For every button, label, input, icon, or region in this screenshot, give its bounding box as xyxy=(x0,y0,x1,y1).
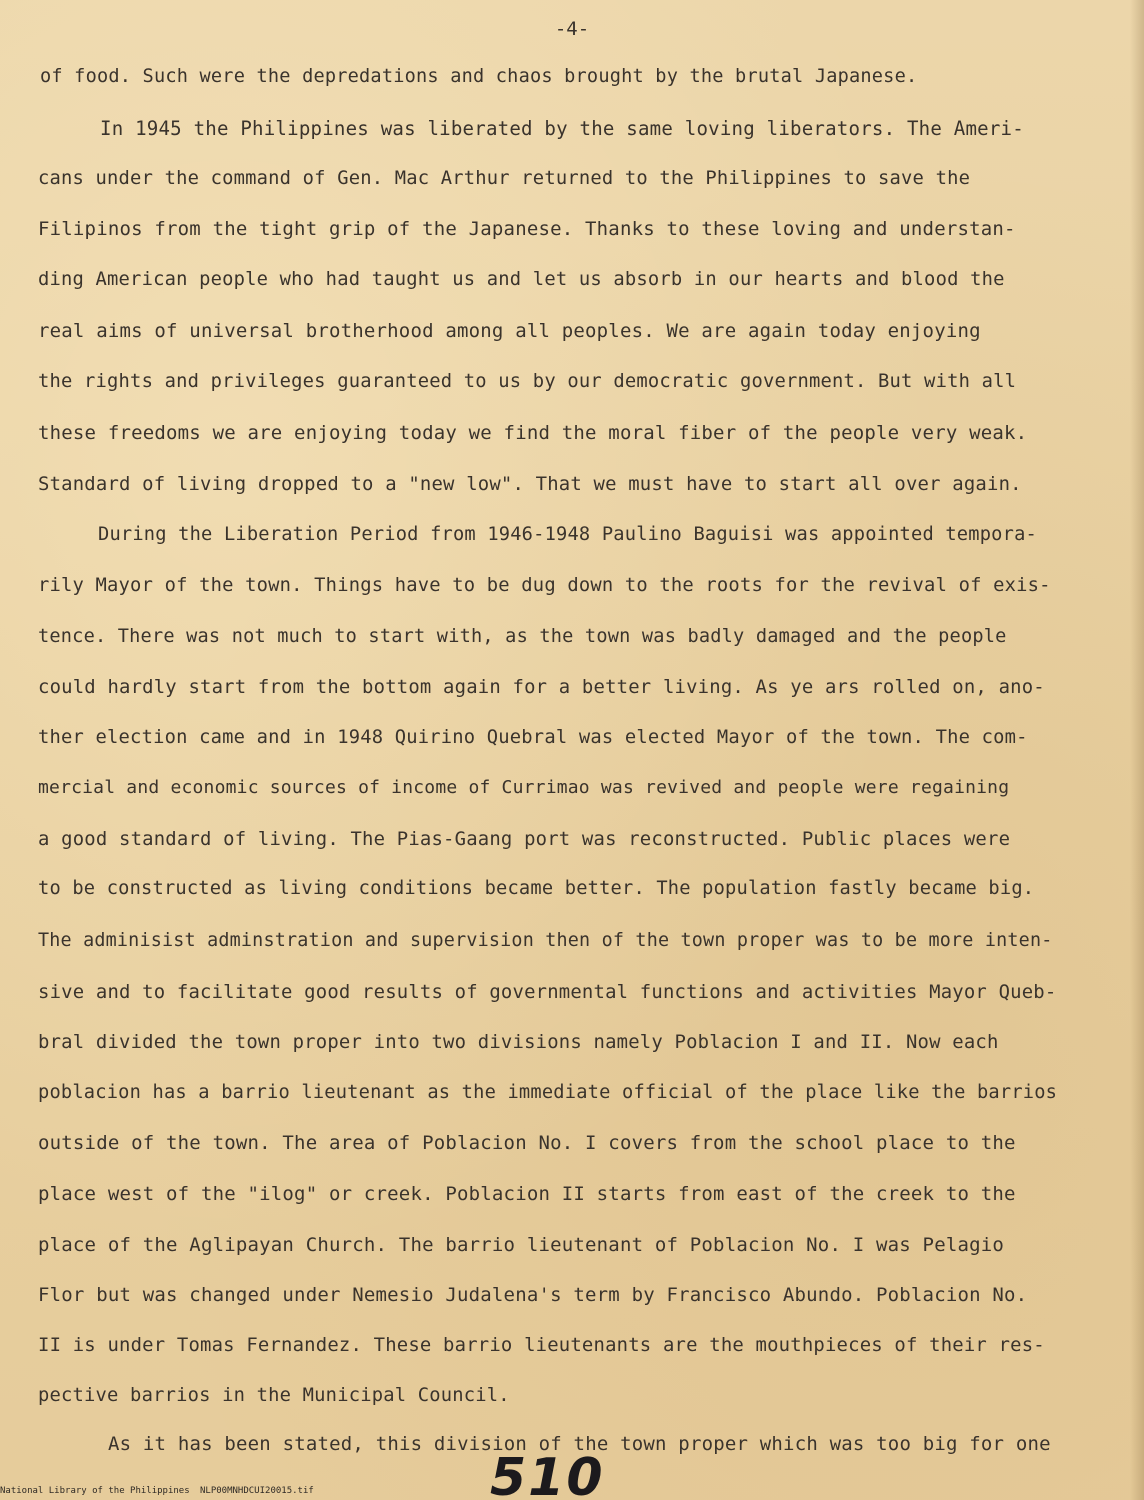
page-edge-shadow xyxy=(1130,0,1144,1500)
text-line-16: a good standard of living. The Pias-Gaang port was reconstructed. Public places were xyxy=(38,828,1011,850)
text-line-18: The adminisist adminstration and supervision then of the town proper was to be more inten- xyxy=(38,930,1053,951)
text-line-23: place west of the "ilog" or creek. Poblacion II starts from east of the creek to the xyxy=(38,1183,1016,1205)
text-line-20: bral divided the town proper into two divisions namely Poblacion I and II. Now each xyxy=(38,1031,999,1053)
page-number: -4- xyxy=(554,18,590,40)
text-line-3: cans under the command of Gen. Mac Arthur returned to the Philippines to save the xyxy=(38,168,971,189)
text-line-28: As it has been stated, this division of the town proper which was too big for one xyxy=(108,1433,1051,1455)
text-line-6: real aims of universal brotherhood among all peoples. We are again today enjoying xyxy=(38,320,981,342)
text-line-27: pective barrios in the Municipal Council. xyxy=(38,1385,510,1406)
handwritten-page-number: 510 xyxy=(490,1448,605,1500)
text-line-7: the rights and privileges guaranteed to us by our democratic government. But with all xyxy=(38,371,1017,392)
text-line-25: Flor but was changed under Nemesio Judalena's term by Francisco Abundo. Poblacion No. xyxy=(38,1284,1028,1306)
text-line-10: During the Liberation Period from 1946-1948 Paulino Baguisi was appointed tempora- xyxy=(98,524,1037,545)
text-line-1: of food. Such were the depredations and chaos brought by the brutal Japanese. xyxy=(40,66,918,87)
text-line-24: place of the Aglipayan Church. The barrio lieutenant of Poblacion No. I was Pelagio xyxy=(38,1234,1005,1256)
text-line-19: sive and to facilitate good results of governmental functions and activities Mayor Queb- xyxy=(38,981,1057,1003)
text-line-12: tence. There was not much to start with, as the town was badly damaged and the people xyxy=(38,626,1007,647)
text-line-8: these freedoms we are enjoying today we find the moral fiber of the people very weak. xyxy=(38,422,1028,444)
text-line-21: poblacion has a barrio lieutenant as the immediate official of the place like the barrios xyxy=(38,1082,1058,1103)
text-line-5: ding American people who had taught us and let us absorb in our hearts and blood the xyxy=(38,269,1005,290)
text-line-17: to be constructed as living conditions became better. The population fastly became big. xyxy=(38,878,1035,899)
footer-filename: NLP00MNHDCUI20015.tif xyxy=(200,1486,314,1496)
footer-library-name: National Library of the Philippines xyxy=(0,1486,190,1496)
text-line-11: rily Mayor of the town. Things have to be dug down to the roots for the revival of exis- xyxy=(38,575,1051,596)
text-line-22: outside of the town. The area of Poblacion No. I covers from the school place to the xyxy=(38,1132,1016,1154)
text-line-15: mercial and economic sources of income of Currimao was revived and people were regaining xyxy=(38,777,1010,798)
text-line-9: Standard of living dropped to a "new low". That we must have to start all over again. xyxy=(38,473,1022,495)
text-line-4: Filipinos from the tight grip of the Japanese. Thanks to these loving and understan- xyxy=(38,218,1016,240)
text-line-13: could hardly start from the bottom again for a better living. As ye ars rolled on, ano- xyxy=(38,676,1045,698)
text-line-2: In 1945 the Philippines was liberated by the same loving liberators. The Ameri- xyxy=(100,117,1024,140)
text-line-26: II is under Tomas Fernandez. These barrio lieutenants are the mouthpieces of their res- xyxy=(38,1334,1045,1356)
text-line-14: ther election came and in 1948 Quirino Quebral was elected Mayor of the town. The com- xyxy=(38,727,1028,748)
